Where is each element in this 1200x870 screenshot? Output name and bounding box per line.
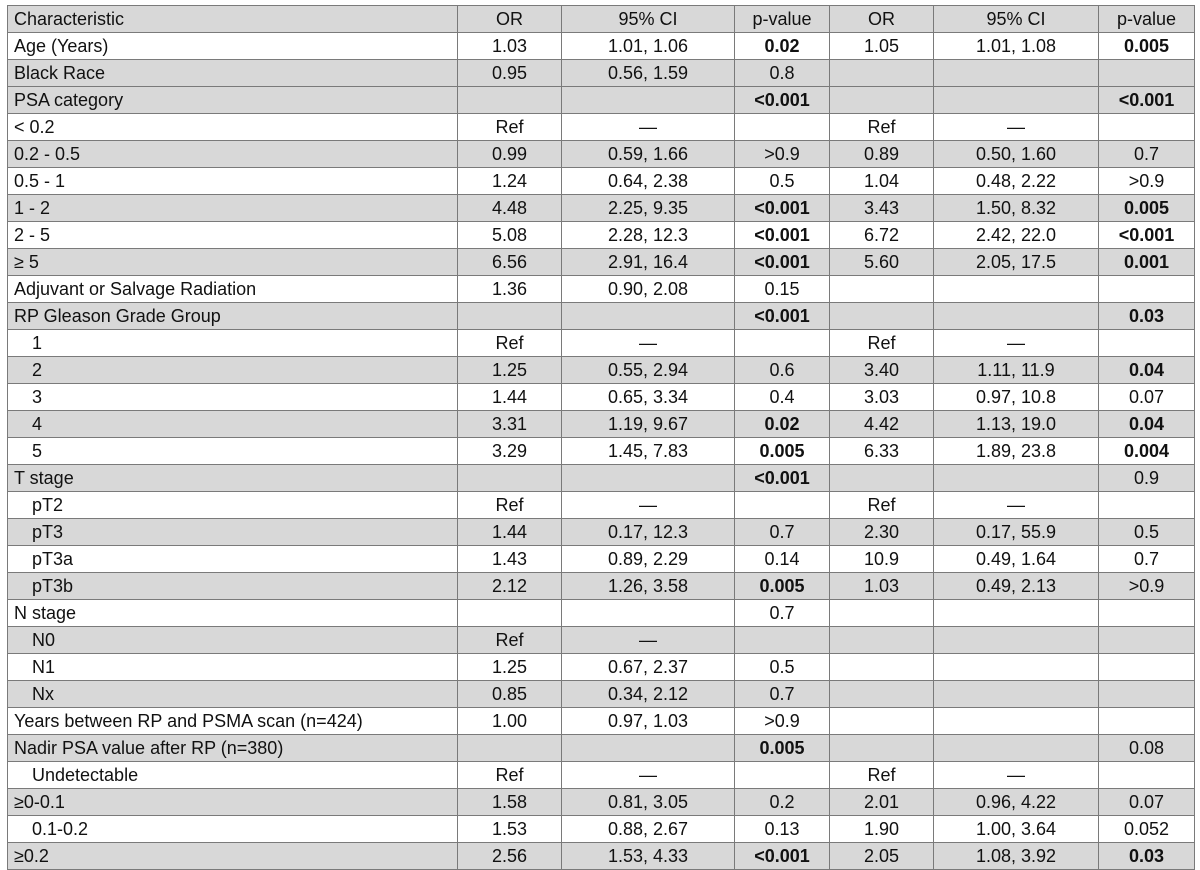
- row-label: Undetectable: [8, 762, 458, 789]
- table-cell: 1.36: [458, 276, 562, 303]
- table-cell: 2.01: [830, 789, 934, 816]
- table-cell: Ref: [458, 114, 562, 141]
- table-cell: 1.50, 8.32: [934, 195, 1099, 222]
- column-header: 95% CI: [934, 6, 1099, 33]
- table-cell: 1.24: [458, 168, 562, 195]
- table-cell: 1.01, 1.06: [562, 33, 735, 60]
- table-cell: <0.001: [735, 249, 830, 276]
- table-cell: 2.25, 9.35: [562, 195, 735, 222]
- table-cell: 1.44: [458, 519, 562, 546]
- row-label: ≥ 5: [8, 249, 458, 276]
- table-cell: 5.60: [830, 249, 934, 276]
- row-label: ≥0-0.1: [8, 789, 458, 816]
- row-label: ≥0.2: [8, 843, 458, 870]
- table-cell: 0.9: [1099, 465, 1195, 492]
- table-row: [8, 762, 1195, 789]
- table-cell: >0.9: [1099, 168, 1195, 195]
- row-label: Black Race: [8, 60, 458, 87]
- table-row: [8, 276, 1195, 303]
- table-cell: —: [934, 762, 1099, 789]
- row-label: 2: [8, 357, 458, 384]
- table-cell: 0.03: [1099, 843, 1195, 870]
- table-cell: 2.42, 22.0: [934, 222, 1099, 249]
- table-cell: 0.001: [1099, 249, 1195, 276]
- row-label: Nx: [8, 681, 458, 708]
- table-cell: 3.31: [458, 411, 562, 438]
- table-cell: [562, 735, 735, 762]
- table-cell: 1.05: [830, 33, 934, 60]
- table-cell: 6.33: [830, 438, 934, 465]
- table-cell: >0.9: [1099, 573, 1195, 600]
- table-row: [8, 843, 1195, 870]
- column-header: OR: [830, 6, 934, 33]
- table-cell: 0.67, 2.37: [562, 654, 735, 681]
- table-cell: Ref: [830, 114, 934, 141]
- table-cell: 2.91, 16.4: [562, 249, 735, 276]
- table-cell: 2.05: [830, 843, 934, 870]
- table-row: [8, 816, 1195, 843]
- column-header: p-value: [735, 6, 830, 33]
- table-cell: 0.07: [1099, 384, 1195, 411]
- row-label: Adjuvant or Salvage Radiation: [8, 276, 458, 303]
- table-cell: Ref: [458, 762, 562, 789]
- table-cell: 0.6: [735, 357, 830, 384]
- table-cell: [1099, 681, 1195, 708]
- table-cell: <0.001: [735, 843, 830, 870]
- table-cell: [830, 60, 934, 87]
- row-label: Age (Years): [8, 33, 458, 60]
- table-cell: [934, 654, 1099, 681]
- table-cell: 0.052: [1099, 816, 1195, 843]
- table-cell: <0.001: [1099, 87, 1195, 114]
- table-cell: 0.08: [1099, 735, 1195, 762]
- table-row: [8, 357, 1195, 384]
- row-label: N0: [8, 627, 458, 654]
- table-cell: 0.89, 2.29: [562, 546, 735, 573]
- table-cell: [934, 735, 1099, 762]
- row-label: Nadir PSA value after RP (n=380): [8, 735, 458, 762]
- table-cell: 1.19, 9.67: [562, 411, 735, 438]
- table-cell: 0.7: [735, 600, 830, 627]
- table-cell: 1.08, 3.92: [934, 843, 1099, 870]
- table-cell: 0.65, 3.34: [562, 384, 735, 411]
- table-cell: [934, 60, 1099, 87]
- table-cell: 0.50, 1.60: [934, 141, 1099, 168]
- row-label: N stage: [8, 600, 458, 627]
- table-cell: —: [562, 114, 735, 141]
- table-cell: [458, 87, 562, 114]
- table-cell: Ref: [458, 492, 562, 519]
- table-cell: [934, 87, 1099, 114]
- table-row: [8, 303, 1195, 330]
- table-cell: 0.34, 2.12: [562, 681, 735, 708]
- table-cell: 0.7: [1099, 546, 1195, 573]
- table-cell: 0.59, 1.66: [562, 141, 735, 168]
- table-cell: 0.005: [1099, 33, 1195, 60]
- table-cell: 0.13: [735, 816, 830, 843]
- table-row: [8, 546, 1195, 573]
- table-row: [8, 708, 1195, 735]
- table-row: [8, 654, 1195, 681]
- table-cell: [458, 735, 562, 762]
- table-cell: [562, 600, 735, 627]
- table-cell: 1.44: [458, 384, 562, 411]
- table-cell: Ref: [830, 762, 934, 789]
- table-cell: Ref: [830, 492, 934, 519]
- table-cell: 0.96, 4.22: [934, 789, 1099, 816]
- table-cell: 2.28, 12.3: [562, 222, 735, 249]
- table-cell: 0.5: [735, 168, 830, 195]
- row-label: 0.5 - 1: [8, 168, 458, 195]
- table-cell: [458, 303, 562, 330]
- row-label: < 0.2: [8, 114, 458, 141]
- odds-ratio-table: [7, 5, 1195, 870]
- table-cell: 1.03: [830, 573, 934, 600]
- row-label: RP Gleason Grade Group: [8, 303, 458, 330]
- table-cell: —: [562, 627, 735, 654]
- table-row: [8, 438, 1195, 465]
- table-cell: 10.9: [830, 546, 934, 573]
- row-label: Years between RP and PSMA scan (n=424): [8, 708, 458, 735]
- table-cell: 1.13, 19.0: [934, 411, 1099, 438]
- row-label: pT3: [8, 519, 458, 546]
- table-cell: 2.05, 17.5: [934, 249, 1099, 276]
- table-cell: 1.89, 23.8: [934, 438, 1099, 465]
- table-cell: 0.55, 2.94: [562, 357, 735, 384]
- table-cell: 4.48: [458, 195, 562, 222]
- table-cell: Ref: [458, 627, 562, 654]
- table-cell: 1.53: [458, 816, 562, 843]
- table-row: [8, 681, 1195, 708]
- table-cell: [1099, 627, 1195, 654]
- column-header: 95% CI: [562, 6, 735, 33]
- table-cell: 0.8: [735, 60, 830, 87]
- table-cell: 0.04: [1099, 357, 1195, 384]
- table-row: [8, 627, 1195, 654]
- table-cell: 0.7: [735, 519, 830, 546]
- table-row: [8, 789, 1195, 816]
- table-cell: 1.25: [458, 654, 562, 681]
- table-cell: [1099, 762, 1195, 789]
- row-label: N1: [8, 654, 458, 681]
- table-cell: 5.08: [458, 222, 562, 249]
- table-row: [8, 384, 1195, 411]
- table-cell: [934, 600, 1099, 627]
- table-cell: [830, 735, 934, 762]
- table-cell: >0.9: [735, 141, 830, 168]
- table-cell: 0.17, 12.3: [562, 519, 735, 546]
- table-row: [8, 249, 1195, 276]
- table-cell: 0.005: [1099, 195, 1195, 222]
- table-cell: 0.99: [458, 141, 562, 168]
- table-row: [8, 600, 1195, 627]
- table-cell: 0.2: [735, 789, 830, 816]
- table-cell: 0.49, 2.13: [934, 573, 1099, 600]
- table-row: [8, 411, 1195, 438]
- table-cell: [830, 708, 934, 735]
- table-cell: 0.04: [1099, 411, 1195, 438]
- table-row: [8, 492, 1195, 519]
- table-header-row: [8, 6, 1195, 33]
- table-cell: [830, 87, 934, 114]
- table-cell: [562, 87, 735, 114]
- table-cell: [735, 114, 830, 141]
- table-row: [8, 33, 1195, 60]
- table-cell: [830, 681, 934, 708]
- table-cell: 0.97, 1.03: [562, 708, 735, 735]
- table-cell: [735, 330, 830, 357]
- table-cell: <0.001: [735, 465, 830, 492]
- table-cell: 0.005: [735, 735, 830, 762]
- table-row: [8, 168, 1195, 195]
- table-cell: 0.02: [735, 33, 830, 60]
- table-cell: 1.43: [458, 546, 562, 573]
- table-cell: 0.005: [735, 573, 830, 600]
- table-cell: [934, 276, 1099, 303]
- row-label: 0.1-0.2: [8, 816, 458, 843]
- table-cell: 0.4: [735, 384, 830, 411]
- table-cell: 0.97, 10.8: [934, 384, 1099, 411]
- table-cell: 0.14: [735, 546, 830, 573]
- table-cell: [830, 627, 934, 654]
- table-cell: —: [934, 330, 1099, 357]
- table-cell: 0.64, 2.38: [562, 168, 735, 195]
- table-cell: 3.03: [830, 384, 934, 411]
- table-row: [8, 735, 1195, 762]
- table-cell: [1099, 330, 1195, 357]
- column-header: p-value: [1099, 6, 1195, 33]
- row-label: 1: [8, 330, 458, 357]
- table-cell: 2.30: [830, 519, 934, 546]
- row-label: T stage: [8, 465, 458, 492]
- column-header: OR: [458, 6, 562, 33]
- table-cell: 0.89: [830, 141, 934, 168]
- table-row: [8, 519, 1195, 546]
- table-row: [8, 87, 1195, 114]
- table-cell: [830, 276, 934, 303]
- table-cell: 0.03: [1099, 303, 1195, 330]
- table-row: [8, 573, 1195, 600]
- row-label: 3: [8, 384, 458, 411]
- table-cell: —: [562, 330, 735, 357]
- table-cell: [562, 303, 735, 330]
- table-cell: 3.40: [830, 357, 934, 384]
- table-cell: [1099, 600, 1195, 627]
- table-cell: [830, 654, 934, 681]
- table-cell: 6.72: [830, 222, 934, 249]
- table-cell: [735, 627, 830, 654]
- table-row: [8, 60, 1195, 87]
- table-cell: 0.7: [735, 681, 830, 708]
- table-row: [8, 141, 1195, 168]
- table-cell: 0.7: [1099, 141, 1195, 168]
- table-cell: 1.58: [458, 789, 562, 816]
- table-cell: [830, 303, 934, 330]
- table-cell: 2.56: [458, 843, 562, 870]
- table-cell: 0.90, 2.08: [562, 276, 735, 303]
- table-cell: 0.5: [735, 654, 830, 681]
- table-cell: 1.53, 4.33: [562, 843, 735, 870]
- table-cell: [1099, 276, 1195, 303]
- table-cell: <0.001: [735, 195, 830, 222]
- table-cell: 0.48, 2.22: [934, 168, 1099, 195]
- table-cell: 6.56: [458, 249, 562, 276]
- table-row: [8, 195, 1195, 222]
- table-cell: 0.81, 3.05: [562, 789, 735, 816]
- table-cell: 1.26, 3.58: [562, 573, 735, 600]
- row-label: pT3a: [8, 546, 458, 573]
- column-header-characteristic: Characteristic: [8, 6, 458, 33]
- table-cell: <0.001: [735, 303, 830, 330]
- table-cell: [934, 708, 1099, 735]
- table-cell: —: [562, 492, 735, 519]
- table-cell: 0.5: [1099, 519, 1195, 546]
- table-cell: 1.00, 3.64: [934, 816, 1099, 843]
- table-cell: [562, 465, 735, 492]
- table-cell: —: [562, 762, 735, 789]
- table-cell: [1099, 114, 1195, 141]
- table-cell: 1.03: [458, 33, 562, 60]
- table-cell: 3.29: [458, 438, 562, 465]
- table-cell: 1.25: [458, 357, 562, 384]
- table-cell: 0.02: [735, 411, 830, 438]
- table-cell: 1.90: [830, 816, 934, 843]
- table-cell: —: [934, 492, 1099, 519]
- row-label: 4: [8, 411, 458, 438]
- table-cell: [934, 303, 1099, 330]
- table-cell: 2.12: [458, 573, 562, 600]
- table-row: [8, 465, 1195, 492]
- table-cell: [1099, 708, 1195, 735]
- table-cell: [735, 492, 830, 519]
- table-cell: [1099, 654, 1195, 681]
- row-label: 5: [8, 438, 458, 465]
- table-cell: [1099, 492, 1195, 519]
- table-cell: 0.005: [735, 438, 830, 465]
- table-cell: [1099, 60, 1195, 87]
- table-row: [8, 222, 1195, 249]
- table-cell: 0.49, 1.64: [934, 546, 1099, 573]
- table-cell: 1.04: [830, 168, 934, 195]
- table-cell: 0.88, 2.67: [562, 816, 735, 843]
- table-cell: 0.85: [458, 681, 562, 708]
- row-label: PSA category: [8, 87, 458, 114]
- table-cell: 0.07: [1099, 789, 1195, 816]
- table-cell: 0.56, 1.59: [562, 60, 735, 87]
- table-cell: —: [934, 114, 1099, 141]
- table-cell: Ref: [458, 330, 562, 357]
- table-cell: 3.43: [830, 195, 934, 222]
- table-cell: 0.004: [1099, 438, 1195, 465]
- table-cell: [458, 600, 562, 627]
- table-cell: [458, 465, 562, 492]
- table-cell: [830, 600, 934, 627]
- row-label: pT3b: [8, 573, 458, 600]
- table-cell: [934, 681, 1099, 708]
- table-cell: 0.17, 55.9: [934, 519, 1099, 546]
- table-cell: <0.001: [1099, 222, 1195, 249]
- odds-ratio-table-container: [7, 5, 1194, 870]
- table-cell: 0.15: [735, 276, 830, 303]
- table-cell: [830, 465, 934, 492]
- row-label: 1 - 2: [8, 195, 458, 222]
- row-label: 2 - 5: [8, 222, 458, 249]
- table-cell: [735, 762, 830, 789]
- table-cell: 1.01, 1.08: [934, 33, 1099, 60]
- row-label: 0.2 - 0.5: [8, 141, 458, 168]
- table-cell: 0.95: [458, 60, 562, 87]
- table-cell: <0.001: [735, 87, 830, 114]
- table-cell: 1.11, 11.9: [934, 357, 1099, 384]
- table-cell: >0.9: [735, 708, 830, 735]
- table-cell: Ref: [830, 330, 934, 357]
- table-cell: 1.45, 7.83: [562, 438, 735, 465]
- row-label: pT2: [8, 492, 458, 519]
- table-cell: [934, 465, 1099, 492]
- table-cell: 4.42: [830, 411, 934, 438]
- table-cell: <0.001: [735, 222, 830, 249]
- table-row: [8, 330, 1195, 357]
- table-cell: 1.00: [458, 708, 562, 735]
- table-row: [8, 114, 1195, 141]
- table-cell: [934, 627, 1099, 654]
